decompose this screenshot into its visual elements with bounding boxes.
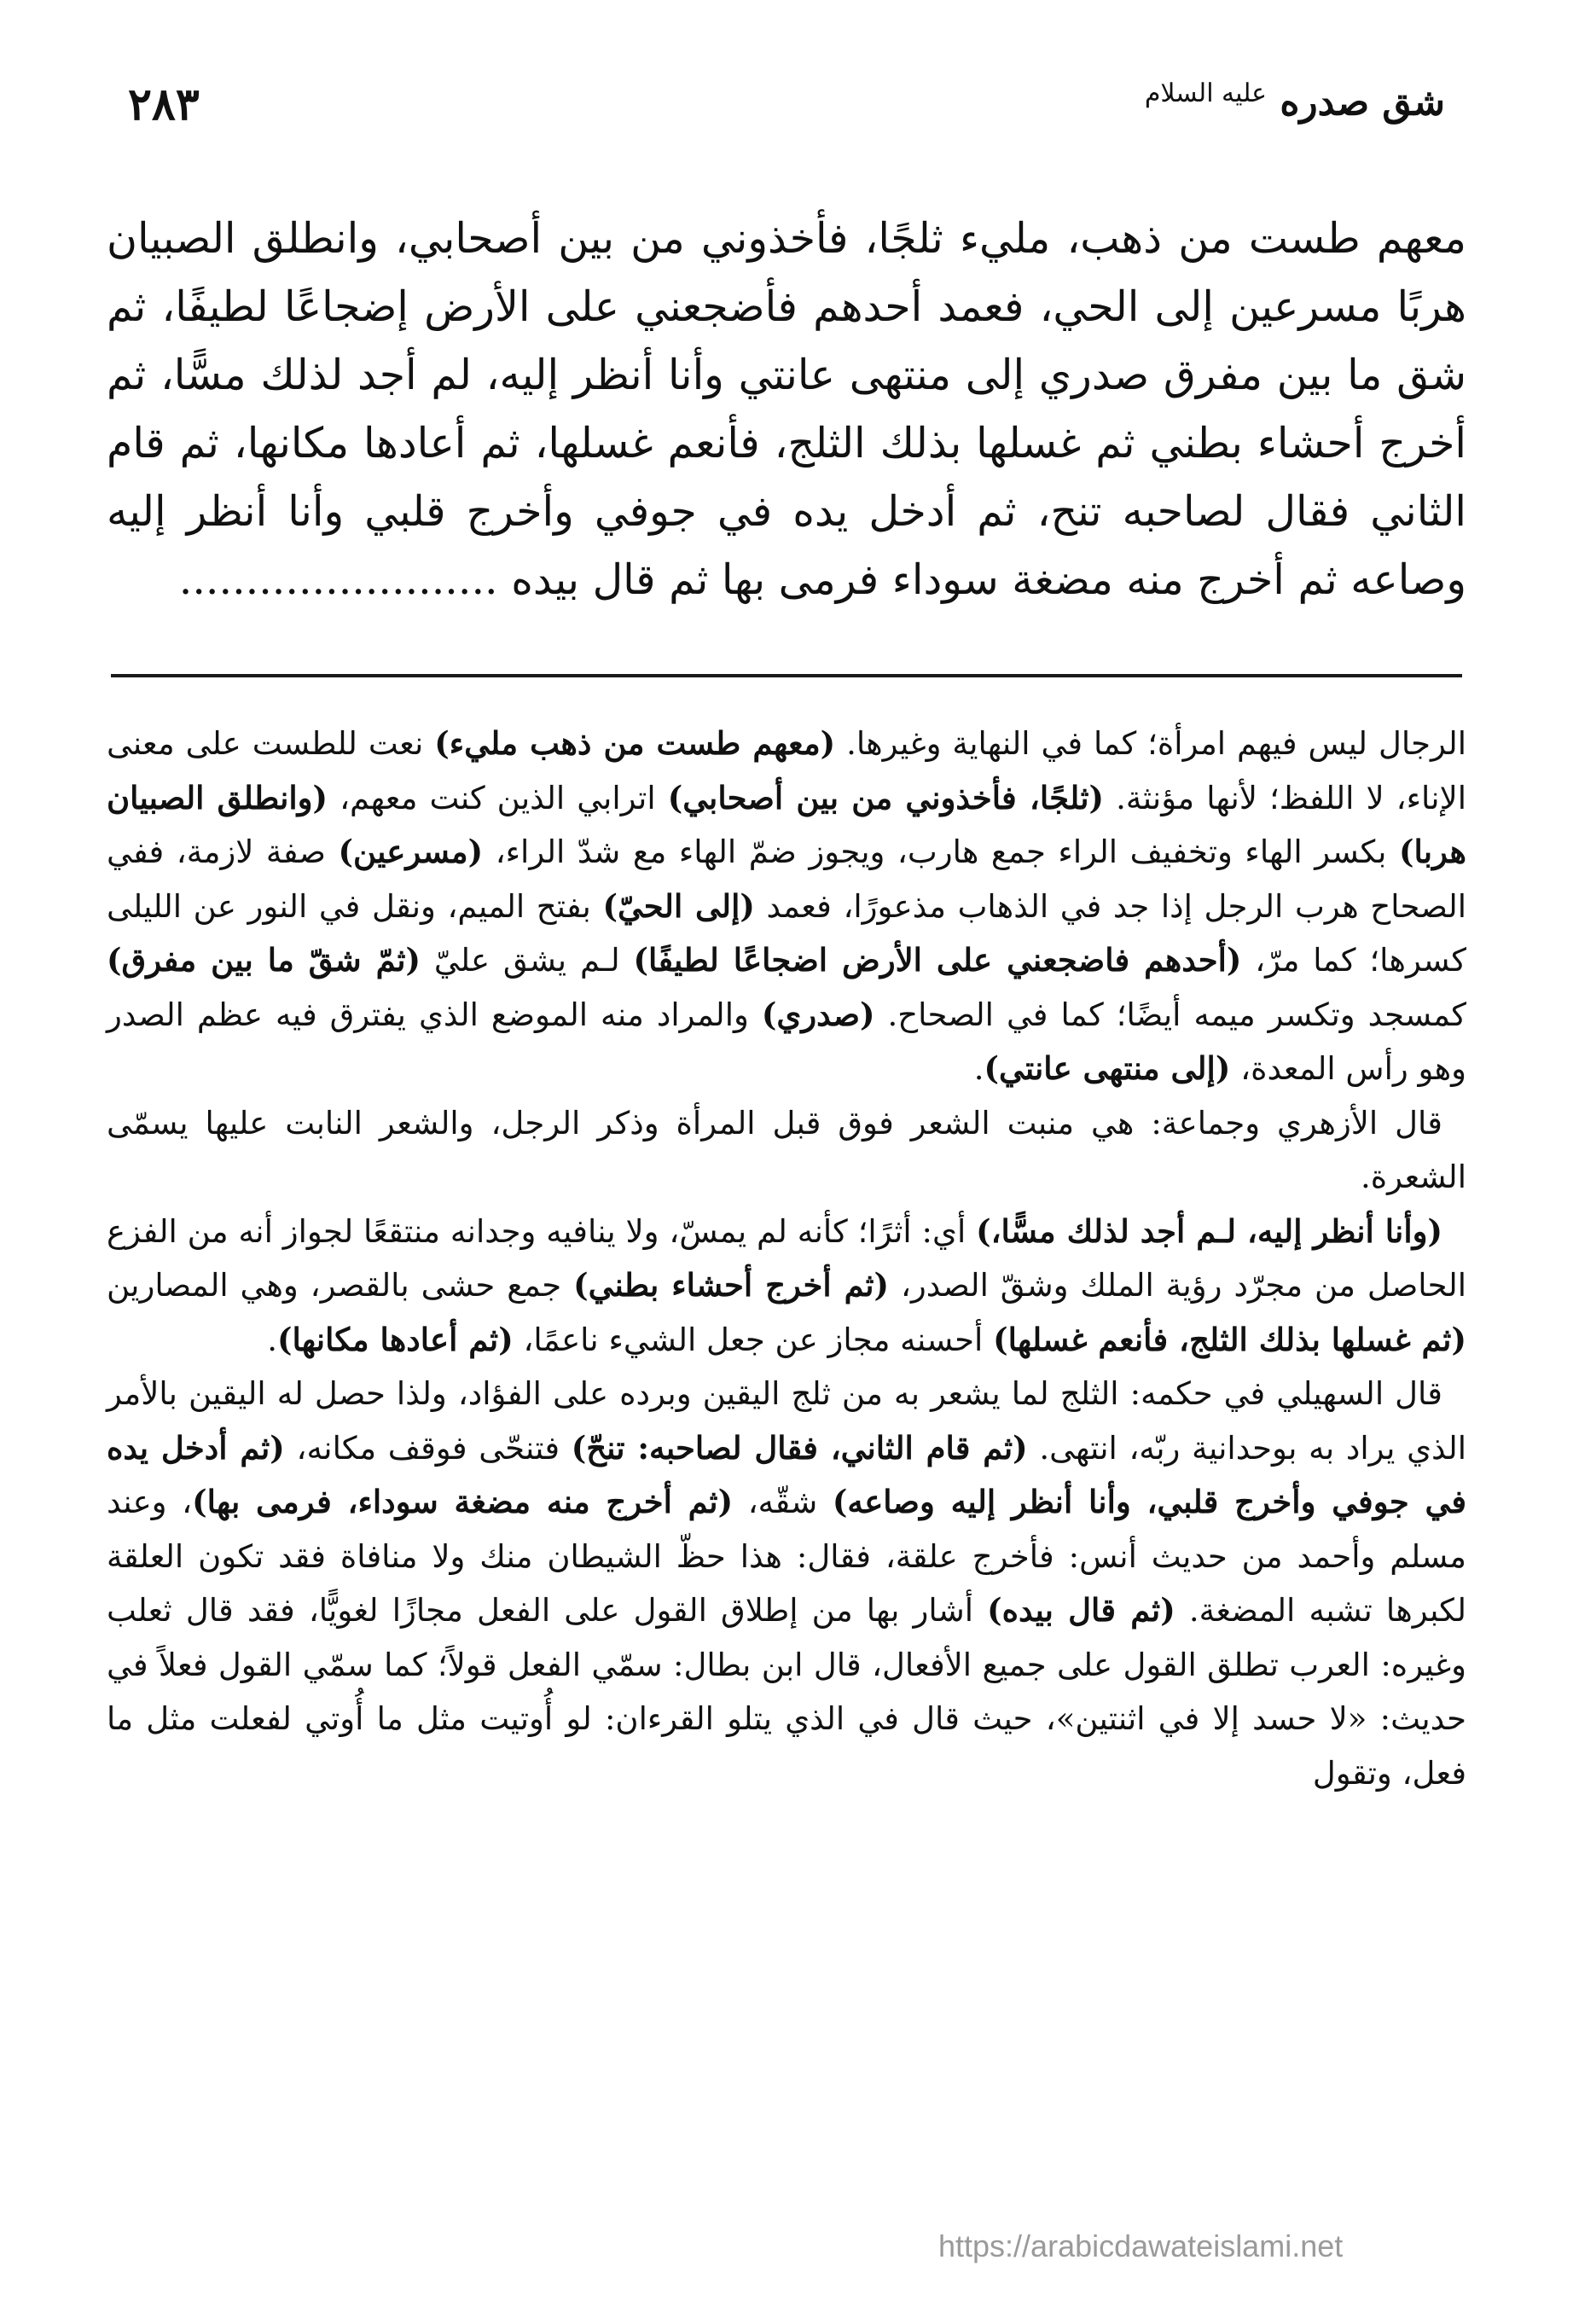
quoted-phrase: (ثم قام الثاني، فقال لصاحبه: تنحّ) (571, 1428, 1028, 1467)
quoted-phrase: (ثلجًا، فأخذوني من بين أصحابي) (667, 778, 1105, 816)
commentary-run: . (267, 1321, 277, 1358)
quoted-phrase: (مسرعين) (338, 833, 484, 870)
commentary-run: لـم يشق عليّ (421, 942, 634, 979)
quoted-phrase: (وانطلق الصبيان هربا) (107, 778, 1466, 870)
quoted-phrase: (إلى الحيّ) (602, 886, 755, 925)
quoted-phrase: (ثم أدخل يده في جوفي وأخرج قلبي، وأنا أنظر إليه وصاعه) (107, 1428, 1467, 1520)
commentary-run: كمسجد وتكسر ميمه أيضًا؛ كما في الصحاح. (874, 996, 1466, 1033)
quoted-phrase: (ثم غسلها بذلك الثلج، فأنعم غسلها) (993, 1320, 1466, 1358)
salutation-mark: عليه السلام (1144, 78, 1268, 108)
commentary-run: جمع حشى بالقصر، وهي المصارين (107, 1267, 574, 1304)
quoted-phrase: (وأنا أنظر إليه، لـم أجد لذلك مسًّا،) (976, 1211, 1442, 1250)
quoted-phrase: (صدري) (761, 995, 875, 1033)
commentary-run: ، وعند مسلم وأحمد من حديث أنس: فأخرج علقة، فقال: هذا حظّ الشيطان منك ولا منافاة فقد تكون العلقة لكبرها تشبه المضغة. (107, 1484, 1466, 1629)
commentary-paragraph-2 (107, 1096, 1466, 1205)
commentary-run: أي: أثرًا؛ كأنه لم يمسّ، ولا ينافيه وجدانه منتقعًا لجواز أنه من الفزع الحاصل من مجرّد رؤية الملك وشقّ الصدر، (107, 1212, 1467, 1304)
quoted-phrase: (ثمّ شقّ ما بين مفرق) (107, 941, 421, 979)
main-text-body: معهم طست من ذهب، مليء ثلجًا، فأخذوني من بين أصحابي، وانطلق الصبيان هربًا مسرعين إلى الحي، فعمد أحدهم فأضجعني على الأرض إضجاعًا لطيفًا، ثم شق ما بين مفرق صدري إلى منتهى عانتي وأنا أنظر إليه، لم أجد لذلك مسًّا، ثم أخرج أحشاء بطني ثم غسلها بذلك الثلج، فأنعم غسلها، ثم أعادها مكانها، ثم قام الثاني فقال لصاحبه تنح، ثم أدخل يده في جوفي وأخرج قلبي وأنا أنظر إليه وصاعه ثم أخرج منه مضغة سوداء فرمى بها ثم قال بيده (107, 214, 1466, 604)
quoted-phrase: (ثم أخرج منه مضغة سوداء، فرمى بها) (192, 1483, 734, 1520)
quoted-phrase: (أحدهم فاضجعني على الأرض اضجاعًا لطيفًا) (633, 941, 1242, 979)
commentary-run: قال الأزهري وجماعة: هي منبت الشعر فوق قبل المرأة وذكر الرجل، والشعر النابت عليها يسمّى الشعرة. (107, 1104, 1466, 1195)
commentary-run: بكسر الهاء وتخفيف الراء جمع هارب، ويجوز ضمّ الهاء مع شدّ الراء، (483, 834, 1399, 870)
commentary-run: بفتح الميم، ونقل في النور عن الليلى كسرها؛ كما مرّ، (107, 887, 1466, 979)
chapter-title-text: شق صدره (1280, 80, 1445, 125)
commentary-run: . (973, 1050, 984, 1087)
commentary-run: نعت للطست على معنى الإناء، لا اللفظ؛ لأنها مؤنثة. (107, 725, 1466, 816)
watermark-url: https://arabicdawateislami.net (938, 2228, 1344, 2263)
main-text-trail: ........................ (178, 555, 498, 604)
quoted-phrase: (ثم أخرج أحشاء بطني) (573, 1266, 890, 1304)
quoted-phrase: (إلى منتهى عانتي) (984, 1049, 1231, 1087)
commentary-run: قال السهيلي في حكمه: الثلج لما يشعر به من ثلج اليقين وبرده على الفؤاد، ولذا حصل له اليقين بالأمر الذي يراد به بوحدانية ربّه، انتهى. (107, 1375, 1467, 1467)
commentary-run: فتنحّى فوقف مكانه، (284, 1429, 572, 1467)
main-hadith-text (107, 205, 1466, 614)
commentary-run: شقّه، (733, 1484, 833, 1520)
chapter-title (1145, 78, 1445, 125)
commentary-text (107, 717, 1466, 1800)
quoted-phrase: (معهم طست من ذهب مليء) (434, 724, 836, 762)
commentary-run: أشار بها من إطلاق القول على الفعل مجازًا لغويًّا، فقد قال ثعلب وغيره: العرب تطلق القول على جميع الأفعال، قال ابن بطال: سمّي الفعل قولاً؛ كما سمّي القول فعلاً في حديث: «لا حسد إلا في اثنتين»، حيث قال في الذي يتلو القرءان: لو أُوتيت مثل ما أُوتي لفعلت مثل ما فعل، وتقول (107, 1592, 1466, 1792)
commentary-run: صفة لازمة، ففي الصحاح هرب الرجل إذا جد في الذهاب مذعورًا، فعمد (107, 834, 1466, 925)
section-divider (111, 674, 1462, 677)
quoted-phrase: (ثم قال بيده) (987, 1591, 1175, 1629)
commentary-paragraph-1 (107, 717, 1466, 1096)
commentary-paragraph-3 (107, 1205, 1466, 1368)
running-head (128, 78, 1445, 138)
commentary-run: أحسنه مجاز عن جعل الشيء ناعمًا، (513, 1321, 994, 1358)
commentary-run: والمراد منه الموضع الذي يفترق فيه عظم الصدر وهو رأس المعدة، (107, 996, 1466, 1087)
commentary-run: الرجال ليس فيهم امرأة؛ كما في النهاية وغيرها. (835, 725, 1466, 762)
quoted-phrase: (ثم أعادها مكانها) (276, 1320, 514, 1358)
page-number: ٢٨٣ (128, 78, 200, 131)
commentary-run: اترابي الذين كنت معهم، (328, 779, 668, 816)
commentary-paragraph-4 (107, 1367, 1466, 1800)
